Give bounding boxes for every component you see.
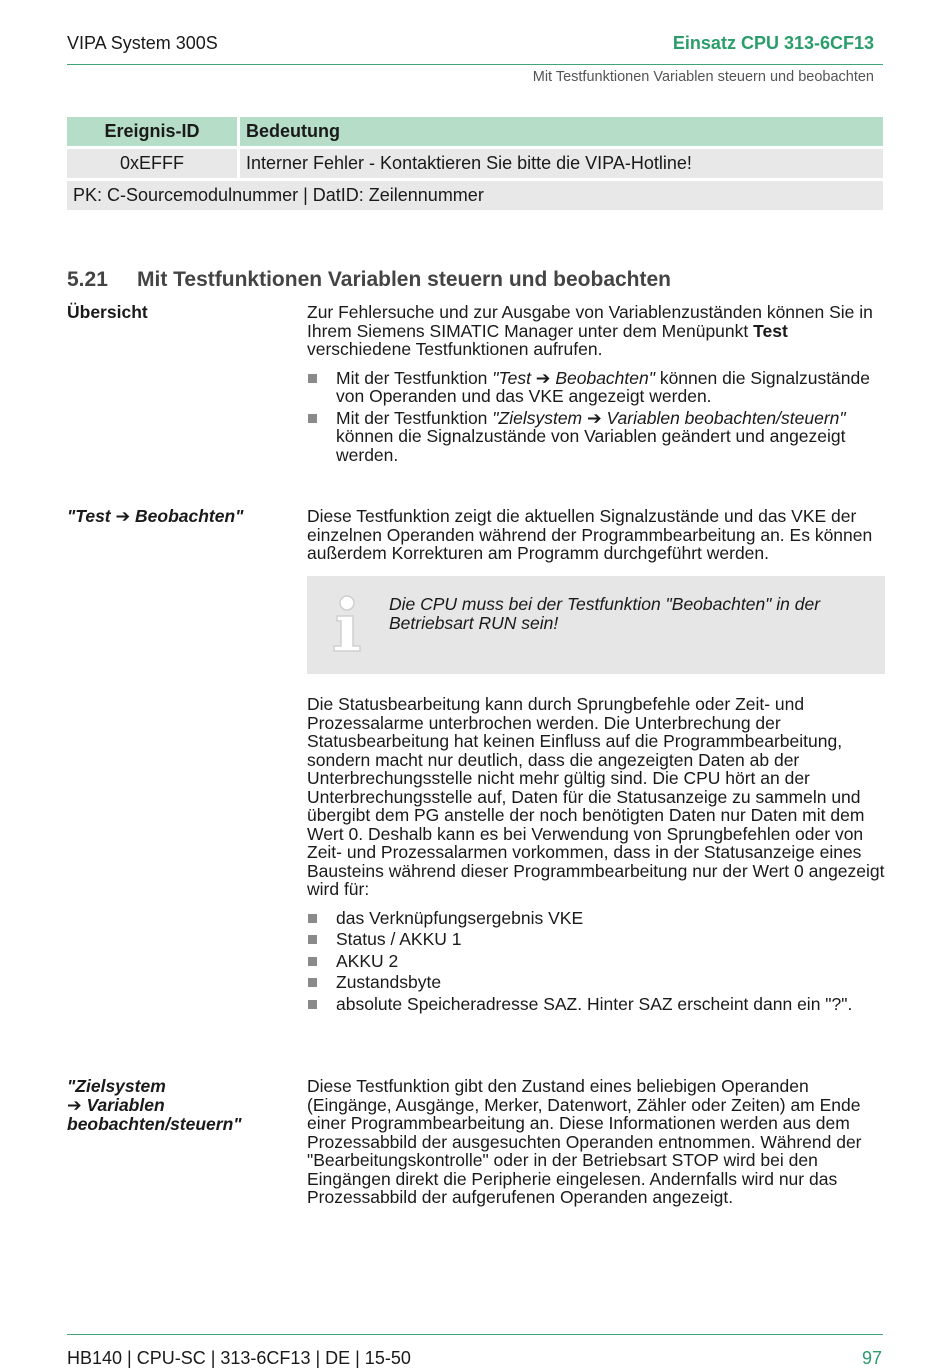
- table-footnote: PK: C-Sourcemodulnummer | DatID: Zeilennummer: [67, 181, 883, 210]
- bullet-text: Mit der Testfunktion: [336, 407, 488, 428]
- bullet-italic: "Test ➔ Beobachten": [492, 367, 655, 388]
- footer-doc-id: HB140 | CPU-SC | 313-6CF13 | DE | 15-50: [67, 1348, 411, 1368]
- table-footnote-row: [67, 181, 883, 210]
- header-chapter: Einsatz CPU 313-6CF13: [672, 33, 874, 53]
- beobachten-label: "Test ➔ Beobachten": [67, 506, 244, 526]
- note-box: [307, 576, 885, 674]
- zielsystem-paragraph: Diese Testfunktion gibt den Zustand eines beliebigen Operanden (Eingänge, Ausgänge, Merker, Datenwort, Zähler oder Zeiten) am Ende einer Programmbearbeitung an. Diese Informationen werden aus dem Prozessabbild der ausgesuchten Operanden entnommen. Während der "Bearbeitungskontrolle" oder in der Betriebsart STOP wird bei den Eingängen direkt die Peripherie eingelesen. Andernfalls wird nur das Prozessabbild der aufgerufenen Operanden angezeigt.: [307, 1076, 862, 1207]
- table-header-row: [67, 117, 883, 146]
- zielsystem-label-line: ➔ Variablen: [67, 1095, 165, 1115]
- section-title: Mit Testfunktionen Variablen steuern und beobachten: [137, 268, 672, 291]
- bullet-text: Mit der Testfunktion: [336, 367, 488, 388]
- list-item: [307, 409, 885, 465]
- zielsystem-label-line: "Zielsystem: [67, 1076, 166, 1096]
- overview-paragraph: [307, 303, 885, 359]
- list-item: AKKU 2: [307, 952, 885, 971]
- status-content: [307, 695, 885, 1013]
- list-item: Zustandsbyte: [307, 973, 885, 992]
- beobachten-paragraph: Diese Testfunktion zeigt die aktuellen Signalzustände und das VKE der einzelnen Operanden während der Programmbearbeitung an. Es können außerdem Korrekturen am Programm durchgeführt werden.: [307, 506, 873, 563]
- list-item: Status / AKKU 1: [307, 930, 885, 949]
- page-number: 97: [861, 1348, 882, 1368]
- table-cell-meaning: Interner Fehler - Kontaktieren Sie bitte die VIPA-Hotline!: [240, 149, 883, 178]
- info-icon: [329, 594, 365, 654]
- beobachten-text: [307, 507, 885, 563]
- table-header-meaning: Bedeutung: [240, 117, 883, 146]
- section-heading: [67, 268, 671, 292]
- overview-text-1: Zur Fehlersuche und zur Ausgabe von Variablenzuständen können Sie in Ihrem Siemens SIMATIC Manager unter dem Menüpunkt: [307, 302, 873, 341]
- list-item: das Verknüpfungsergebnis VKE: [307, 909, 885, 928]
- list-item: [307, 369, 885, 406]
- overview-text-2: verschiedene Testfunktionen aufrufen.: [307, 339, 603, 359]
- header-divider: [67, 64, 883, 65]
- list-item: absolute Speicheradresse SAZ. Hinter SAZ erscheint dann ein "?".: [307, 995, 885, 1014]
- overview-text-bold: Test: [753, 320, 788, 341]
- bullet-text: können die Signalzustände von Operanden und das VKE angezeigt werden.: [336, 367, 870, 406]
- table-cell-id: 0xEFFF: [67, 149, 237, 178]
- overview-label: Übersicht: [67, 302, 148, 322]
- zielsystem-label-line: beobachten/steuern": [67, 1114, 242, 1134]
- table-header-id: Ereignis-ID: [67, 117, 237, 146]
- header-subtitle: Mit Testfunktionen Variablen steuern und beobachten: [532, 69, 874, 85]
- bullet-text: können die Signalzustände von Variablen geändert und angezeigt werden.: [336, 426, 846, 465]
- zielsystem-text: [307, 1077, 885, 1207]
- overview-content: [307, 303, 885, 464]
- footer-divider: [67, 1334, 883, 1335]
- header-product: VIPA System 300S: [67, 33, 218, 53]
- note-text: Die CPU muss bei der Testfunktion "Beobachten" in der Betriebsart RUN sein!: [389, 594, 821, 633]
- event-table: [67, 117, 883, 213]
- zielsystem-label: [67, 1077, 292, 1134]
- bullet-italic: "Zielsystem ➔ Variablen beobachten/steuern": [492, 407, 846, 428]
- table-row: [67, 149, 883, 178]
- section-number: 5.21: [67, 268, 108, 291]
- status-paragraph: Die Statusbearbeitung kann durch Sprungbefehle oder Zeit- und Prozessalarme unterbrochen werden. Die Unterbrechung der Statusbearbeitung hat keinen Einfluss auf die Programmbearbeitung, sondern macht nur deutlich, dass die angezeigten Daten ab der Unterbrechungsstelle nicht mehr gültig sind. Die CPU hört an der Unterbrechungsstelle auf, Daten für die Statusanzeige zu sammeln und übergibt dem PG anstelle der noch benötigten Daten nur Daten mit dem Wert 0. Deshalb kann es bei Verwendung von Sprungbefehlen oder von Zeit- und Prozessalarmen vorkommen, dass in der Statusanzeige eines Bausteins während dieser Programmbearbeitung nur der Wert 0 angezeigt wird für:: [307, 694, 885, 899]
